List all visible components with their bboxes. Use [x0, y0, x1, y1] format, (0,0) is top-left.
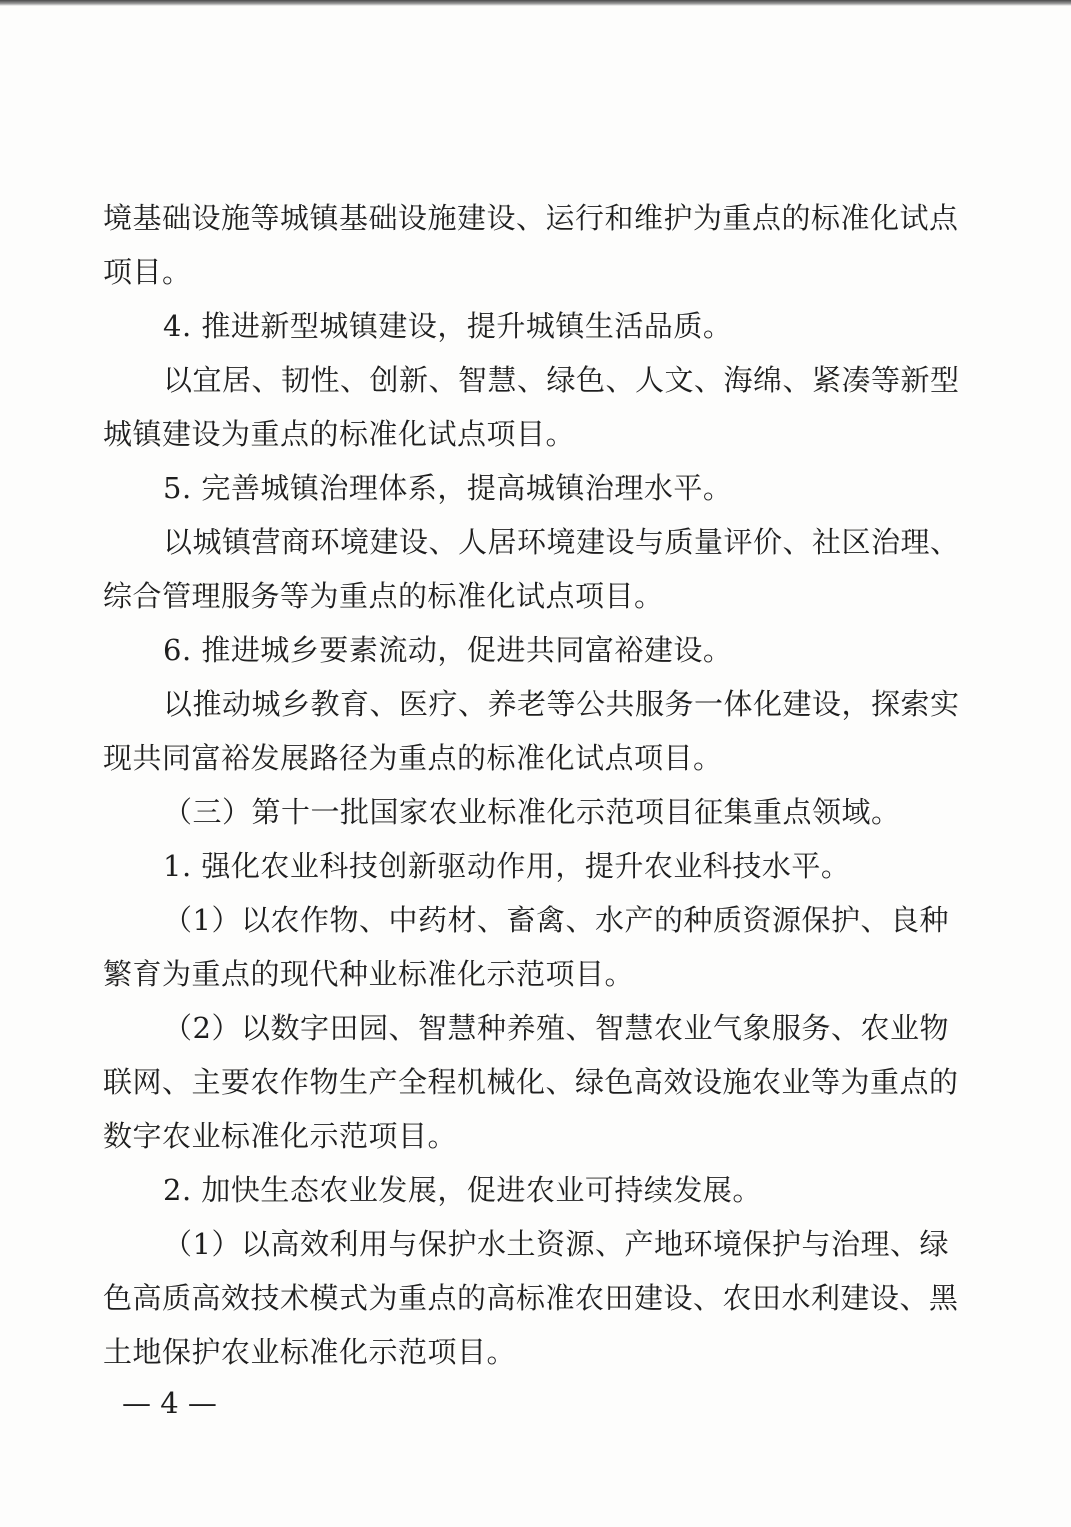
- text-line: 数字农业标准化示范项目。: [103, 1119, 458, 1153]
- section-heading: 4. 推进新型城镇建设，提升城镇生活品质。: [163, 309, 733, 343]
- text-line: 土地保护农业标准化示范项目。: [103, 1335, 517, 1369]
- text-line: 繁育为重点的现代种业标准化示范项目。: [103, 957, 635, 991]
- text-line: 色高质高效技术模式为重点的高标准农田建设、农田水利建设、黑: [103, 1281, 959, 1315]
- text-line: 以宜居、韧性、创新、智慧、绿色、人文、海绵、紧凑等新型: [163, 363, 960, 397]
- text-line: （1）以高效利用与保护水土资源、产地环境保护与治理、绿: [163, 1227, 949, 1261]
- text-line: （1）以农作物、中药材、畜禽、水产的种质资源保护、良种: [163, 903, 949, 937]
- text-line: 境基础设施等城镇基础设施建设、运行和维护为重点的标准化试点: [103, 201, 959, 235]
- text-line: 以推动城乡教育、医疗、养老等公共服务一体化建设，探索实: [163, 687, 960, 721]
- text-line: 现共同富裕发展路径为重点的标准化试点项目。: [103, 741, 723, 775]
- text-line: 项目。: [103, 255, 192, 289]
- section-heading: 5. 完善城镇治理体系，提高城镇治理水平。: [163, 471, 733, 505]
- scan-top-edge: [0, 0, 1071, 6]
- section-heading: （三）第十一批国家农业标准化示范项目征集重点领域。: [163, 795, 901, 829]
- text-line: 联网、主要农作物生产全程机械化、绿色高效设施农业等为重点的: [103, 1065, 959, 1099]
- text-line: 综合管理服务等为重点的标准化试点项目。: [103, 579, 664, 613]
- page-number: — 4 —: [122, 1386, 217, 1420]
- section-heading: 2. 加快生态农业发展，促进农业可持续发展。: [163, 1173, 762, 1207]
- text-line: 以城镇营商环境建设、人居环境建设与质量评价、社区治理、: [163, 525, 960, 559]
- section-heading: 1. 强化农业科技创新驱动作用，提升农业科技水平。: [163, 849, 851, 883]
- text-line: 城镇建设为重点的标准化试点项目。: [103, 417, 576, 451]
- text-line: （2）以数字田园、智慧种养殖、智慧农业气象服务、农业物: [163, 1011, 949, 1045]
- section-heading: 6. 推进城乡要素流动，促进共同富裕建设。: [163, 633, 733, 667]
